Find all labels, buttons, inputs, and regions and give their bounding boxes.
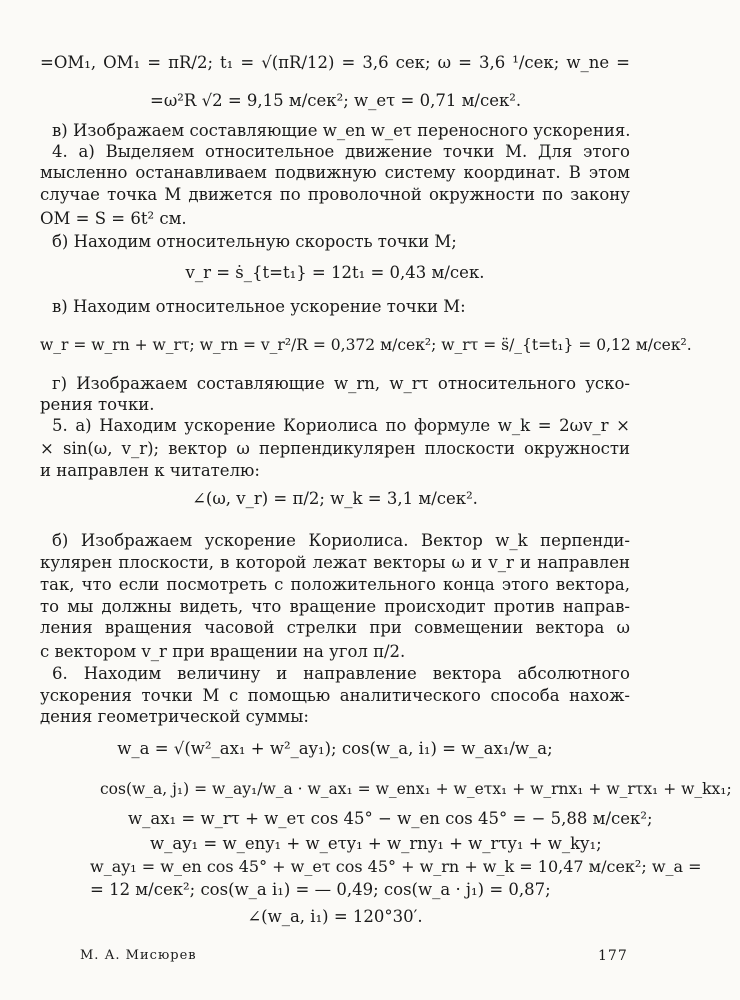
page-number: 177 — [598, 948, 628, 964]
formula-line: v_r = ṡ_{t=t₁} = 12t₁ = 0,43 м/сек. — [185, 263, 485, 282]
footer-author: М. А. Мисюрев — [80, 948, 197, 963]
formula-line: OM = S = 6t² см. — [40, 209, 187, 228]
formula-line: =ω²R √2 = 9,15 м/сек²; w_eτ = 0,71 м/сек². — [150, 91, 522, 110]
formula-line: ∠(ω, v_r) = π/2; w_k = 3,1 м/сек². — [192, 489, 478, 508]
formula-line: w_ay₁ = w_en cos 45° + w_eτ cos 45° + w_rn + w_k = 10,47 м/сек²; w_a = — [90, 857, 702, 876]
formula-line: w_r = w_rn + w_rτ; w_rn = v_r²/R = 0,372 м/сек²; w_rτ = s̈/_{t=t₁} = 0,12 м/сек². — [40, 336, 692, 354]
text-line: ускорения точки М с помощью аналитического способа нахож- — [40, 686, 630, 705]
text-line: мысленно останавливаем подвижную систему координат. В этом — [40, 163, 630, 182]
text-line: б) Изображаем ускорение Кориолиса. Вектор w_k перпенди- — [52, 531, 630, 550]
formula-line: cos(w_a, j₁) = w_ay₁/w_a · w_ax₁ = w_enx₁ + w_eτx₁ + w_rnx₁ + w_rτx₁ + w_kx₁; — [100, 780, 732, 798]
text-line: и направлен к читателю: — [40, 461, 260, 480]
text-line: 5. а) Находим ускорение Кориолиса по формуле w_k = 2ωv_r × — [52, 416, 630, 435]
text-line: г) Изображаем составляющие w_rn, w_rτ относительного уско- — [52, 374, 630, 393]
text-line: с вектором v_r при вращении на угол π/2. — [40, 642, 406, 661]
formula-line: ∠(w_a, i₁) = 120°30′. — [247, 907, 423, 926]
formula-line: = 12 м/сек²; cos(w_a i₁) = — 0,49; cos(w_a · j₁) = 0,87; — [90, 880, 551, 899]
text-line: в) Находим относительное ускорение точки М: — [52, 297, 466, 316]
formula-line: w_ay₁ = w_eny₁ + w_eτy₁ + w_rny₁ + w_rτy₁ + w_ky₁; — [150, 834, 602, 853]
text-line: × sin(ω, v_r); вектор ω перпендикулярен плоскости окружности — [40, 439, 630, 458]
text-line: кулярен плоскости, в которой лежат векторы ω и v_r и направлен — [40, 553, 630, 572]
text-line: так, что если посмотреть с положительного конца этого вектора, — [40, 575, 630, 594]
text-line: 6. Находим величину и направление вектора абсолютного — [52, 664, 630, 683]
formula-line: w_a = √(w²_ax₁ + w²_ay₁); cos(w_a, i₁) = w_ax₁/w_a; — [117, 739, 553, 758]
text-line: 4. а) Выделяем относительное движение точки М. Для этого — [52, 142, 630, 161]
text-line: в) Изображаем составляющие w_en w_eτ переносного ускорения. — [52, 121, 631, 140]
text-line: рения точки. — [40, 395, 155, 414]
text-line: ления вращения часовой стрелки при совмещении вектора ω — [40, 618, 630, 637]
text-line: дения геометрической суммы: — [40, 707, 309, 726]
text-line: то мы должны видеть, что вращение происходит против направ- — [40, 597, 630, 616]
text-line: б) Находим относительную скорость точки М; — [52, 232, 457, 251]
text-line: случае точка М движется по проволочной окружности по закону — [40, 185, 630, 204]
formula-line: =OM₁, OM₁ = πR/2; t₁ = √(πR/12) = 3,6 сек; ω = 3,6 ¹/сек; w_ne = — [40, 53, 630, 72]
formula-line: w_ax₁ = w_rτ + w_eτ cos 45° − w_en cos 45° = − 5,88 м/сек²; — [128, 809, 653, 828]
